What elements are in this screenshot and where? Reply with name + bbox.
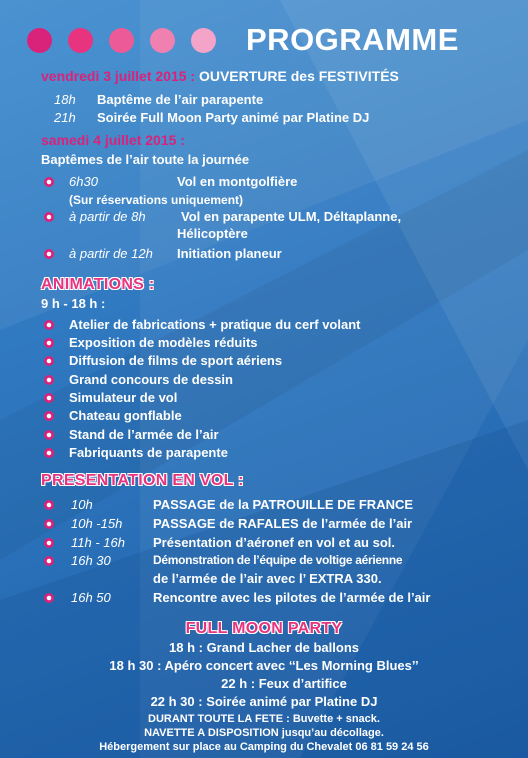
bullet-icon: [44, 430, 54, 440]
day2-item-3-label: Initiation planeur: [177, 246, 282, 261]
fullmoon-line: 18 h : Grand Lacher de ballons: [169, 640, 359, 655]
footer-line: DURANT TOUTE LA FETE : Buvette + snack.: [148, 713, 380, 725]
animation-item: Diffusion de films de sport aériens: [69, 353, 283, 368]
decorative-dot-2: [68, 28, 93, 53]
animations-hours: 9 h - 18 h :: [41, 296, 106, 311]
animations-heading: ANIMATIONS :: [41, 276, 155, 293]
decorative-dot-4: [150, 28, 175, 53]
presentation-label: PASSAGE de RAFALES de l’armée de l’air: [153, 516, 413, 531]
footer-line: NAVETTE A DISPOSITION jusqu’au décollage.: [144, 727, 384, 739]
bullet-icon: [44, 500, 54, 510]
fullmoon-line: 18 h 30 : Apéro concert avec ‘‘Les Morning Blues’’: [109, 658, 419, 673]
presentation-heading: PRESENTATION EN VOL :: [41, 472, 244, 489]
presentation-label: Présentation d’aéronef en vol et au sol.: [153, 535, 396, 550]
presentation-time: 16h 50: [71, 590, 111, 605]
animation-item: Exposition de modèles réduits: [69, 335, 258, 350]
animation-item: Chateau gonflable: [69, 408, 182, 423]
fullmoon-line: 22 h : Feux d’artifice: [221, 676, 347, 691]
page-title: PROGRAMME: [246, 22, 459, 57]
day2-item-1-note: (Sur réservations uniquement): [69, 193, 244, 207]
bullet-icon: [44, 177, 54, 187]
day1-date: vendredi 3 juillet 2015 :: [41, 68, 196, 84]
bullet-icon: [44, 393, 54, 403]
bullet-icon: [44, 519, 54, 529]
day1-line: [41, 68, 399, 84]
day2-item-1-label: Vol en montgolfière: [177, 174, 298, 189]
day1-headline: OUVERTURE des FESTIVITÉS: [198, 68, 399, 84]
fullmoon-line: 22 h 30 : Soirée animé par Platine DJ: [150, 694, 378, 709]
presentation-label2: de l’armée de l’air avec l’ EXTRA 330.: [153, 571, 382, 586]
animation-item: Stand de l’armée de l’air: [69, 427, 219, 442]
animation-item: Fabriquants de parapente: [69, 445, 228, 460]
day2-item-3-time: à partir de 12h: [69, 246, 153, 261]
bullet-icon: [44, 556, 54, 566]
presentation-time: 10h -15h: [71, 516, 123, 531]
day2-item-2-time: à partir de 8h: [69, 209, 146, 224]
day2-item-2-label: Vol en parapente ULM, Déltaplanne,: [181, 209, 402, 224]
decorative-dot-1: [27, 28, 52, 53]
bullet-icon: [44, 538, 54, 548]
bullet-icon: [44, 411, 54, 421]
day2-item-1-time: 6h30: [69, 174, 98, 189]
animation-item: Atelier de fabrications + pratique du cerf volant: [69, 317, 361, 332]
day1-item-1-label: Baptême de l’air parapente: [97, 92, 264, 107]
presentation-time: 16h 30: [71, 553, 111, 568]
animation-item: Grand concours de dessin: [69, 372, 233, 387]
bullet-icon: [44, 338, 54, 348]
bullet-icon: [44, 320, 54, 330]
animation-item: Simulateur de vol: [69, 390, 178, 405]
bullet-icon: [44, 448, 54, 458]
bullet-icon: [44, 356, 54, 366]
presentation-label: PASSAGE de la PATROUILLE DE FRANCE: [153, 497, 414, 512]
day2-item-2-label2: Hélicoptère: [177, 226, 248, 241]
presentation-label: Démonstration de l’équipe de voltige aérienne: [153, 553, 403, 567]
decorative-dot-3: [109, 28, 134, 53]
bullet-icon: [44, 249, 54, 259]
bullet-icon: [44, 375, 54, 385]
day1-item-2-label: Soirée Full Moon Party animé par Platine DJ: [97, 110, 370, 125]
footer-line: Hébergement sur place au Camping du Chevalet 06 81 59 24 56: [99, 741, 429, 753]
bullet-icon: [44, 212, 54, 222]
decorative-dot-5: [191, 28, 216, 53]
day2-subtitle: Baptêmes de l’air toute la journée: [41, 152, 250, 167]
presentation-label: Rencontre avec les pilotes de l’armée de l’air: [153, 590, 431, 605]
day1-item-2-time: 21h: [54, 110, 76, 125]
bullet-icon: [44, 593, 54, 603]
day1-item-1-time: 18h: [54, 92, 76, 107]
presentation-time: 11h - 16h: [71, 535, 125, 550]
day2-date: samedi 4 juillet 2015 :: [41, 132, 185, 148]
fullmoon-heading: FULL MOON PARTY: [185, 620, 343, 637]
presentation-time: 10h: [71, 497, 93, 512]
